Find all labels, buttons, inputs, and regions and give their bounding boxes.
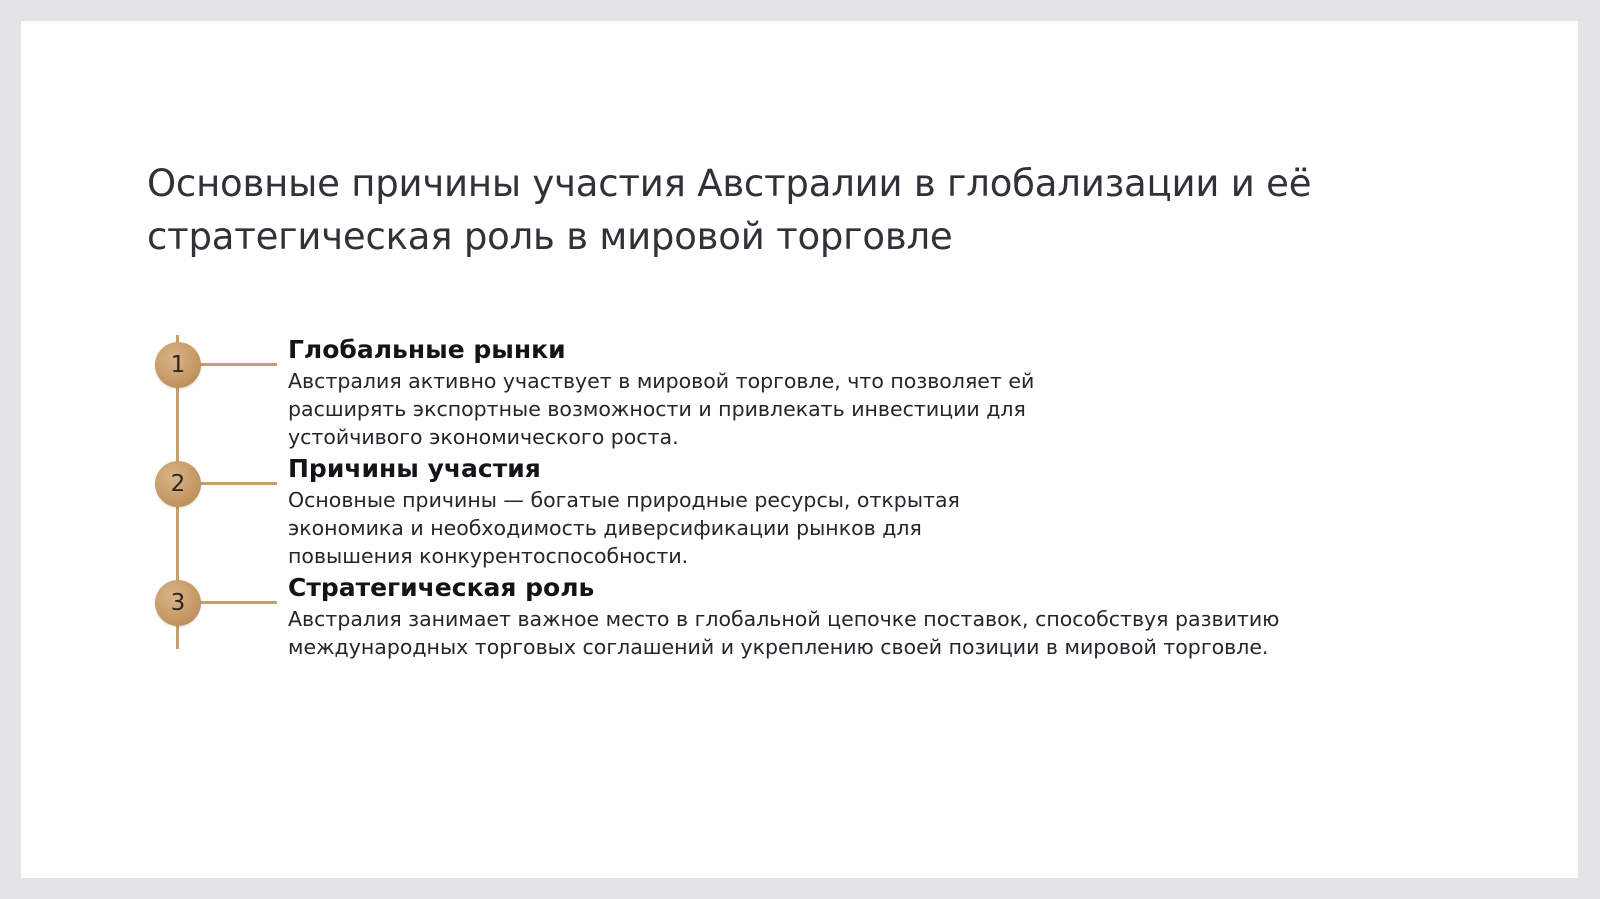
item-heading: Причины участия bbox=[288, 454, 541, 483]
timeline-connector-1 bbox=[199, 363, 277, 366]
timeline-connector-2 bbox=[199, 482, 277, 485]
slide-title: Основные причины участия Австралии в глобализации и её стратегическая роль в мировой торговле bbox=[147, 162, 1312, 258]
timeline-marker-1: 1 bbox=[155, 342, 201, 388]
timeline-item-3 bbox=[288, 572, 1348, 661]
item-heading: Глобальные рынки bbox=[288, 335, 566, 364]
item-heading: Стратегическая роль bbox=[288, 573, 595, 602]
timeline bbox=[21, 21, 1578, 878]
timeline-item-1 bbox=[288, 334, 1088, 451]
timeline-marker-3: 3 bbox=[155, 580, 201, 626]
timeline-item-2 bbox=[288, 453, 1028, 570]
item-description: Основные причины — богатые природные ресурсы, открытая экономика и необходимость диверсификации рынков для повышения конкурентоспособности. bbox=[288, 488, 960, 568]
timeline-connector-3 bbox=[199, 601, 277, 604]
timeline-marker-2: 2 bbox=[155, 461, 201, 507]
item-description: Австралия занимает важное место в глобальной цепочке поставок, способствуя развитию международных торговых соглашений и укреплению своей позиции в мировой торговле. bbox=[288, 607, 1280, 659]
item-description: Австралия активно участвует в мировой торговле, что позволяет ей расширять экспортные возможности и привлекать инвестиции для устойчивого экономического роста. bbox=[288, 369, 1035, 449]
slide bbox=[21, 21, 1578, 878]
